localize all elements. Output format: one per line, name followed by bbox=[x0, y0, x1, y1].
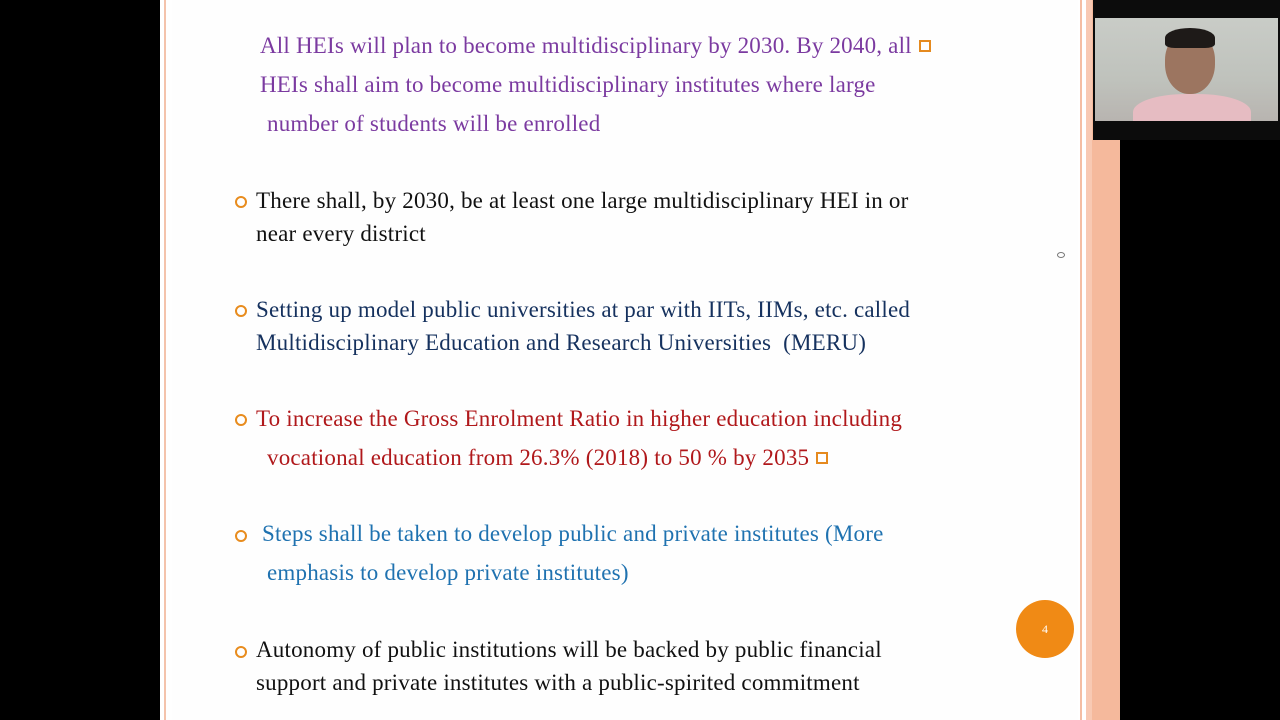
bullet-text-4 bbox=[0, 402, 902, 474]
bullet-text-2 bbox=[0, 184, 909, 250]
bullet-1-line-2: HEIs shall aim to become multidisciplinary institutes where large bbox=[260, 72, 876, 97]
bullet-text-1 bbox=[0, 29, 931, 140]
presenter-shirt bbox=[1133, 94, 1251, 121]
bullet-text-3 bbox=[0, 293, 910, 359]
square-bullet-icon bbox=[919, 40, 931, 52]
bullet-1-line-1: All HEIs will plan to become multidisciplinary by 2030. By 2040, all bbox=[260, 33, 912, 58]
bullet-3-line-1: Setting up model public universities at par with IITs, IIMs, etc. called bbox=[256, 297, 911, 322]
bullet-4-line-1: To increase the Gross Enrolment Ratio in higher education including bbox=[256, 406, 903, 431]
presenter-hair bbox=[1165, 28, 1215, 48]
slide-number-badge: 4 bbox=[1016, 600, 1074, 658]
bullet-6-line-1: Autonomy of public institutions will be backed by public financial bbox=[256, 637, 882, 662]
bullet-5-line-2: emphasis to develop private institutes) bbox=[267, 560, 629, 585]
bullet-4-line-2: vocational education from 26.3% (2018) to 50 % by 2035 bbox=[267, 445, 810, 470]
bullet-2-line-2: near every district bbox=[256, 221, 426, 246]
bullet-1-line-3: number of students will be enrolled bbox=[267, 111, 601, 136]
presenter-video-feed bbox=[1095, 18, 1278, 121]
bullet-text-5 bbox=[0, 517, 884, 589]
webcam-video-overlay[interactable] bbox=[1093, 0, 1280, 140]
bullet-2-line-1: There shall, by 2030, be at least one large multidisciplinary HEI in or bbox=[256, 188, 909, 213]
small-circle-icon bbox=[1057, 252, 1065, 258]
bullet-text-6 bbox=[0, 633, 882, 699]
bullet-6-line-2: support and private institutes with a public-spirited commitment bbox=[256, 670, 860, 695]
square-bullet-icon bbox=[816, 452, 828, 464]
bullet-3-line-2: Multidisciplinary Education and Research Universities (MERU) bbox=[256, 330, 867, 355]
bullet-5-line-1: Steps shall be taken to develop public and private institutes (More bbox=[262, 521, 884, 546]
